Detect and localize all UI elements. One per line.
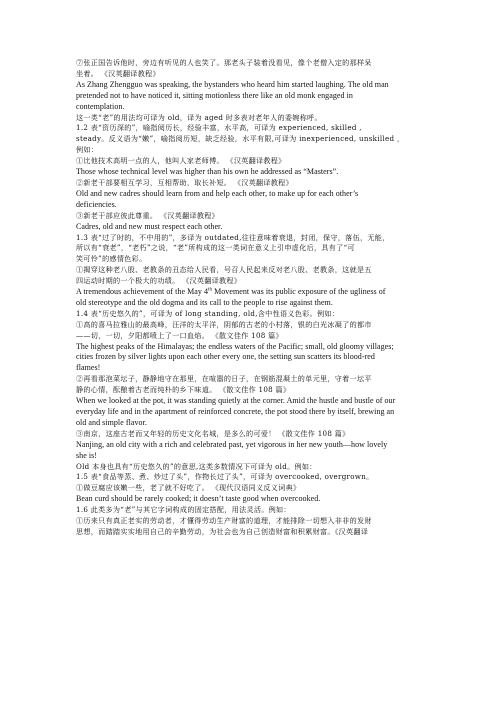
english-text-line: A tremendous achievement of the May 4th Movement was its public exposure of the ugliness of: [76, 287, 386, 297]
chinese-text-line: 1.3 表“过了时的，不中用的”，多译为 outdated,往往意味着衰退，封闭，保守，落伍，无能，: [76, 232, 390, 242]
chinese-text-line: 1.4 表“历史悠久的”，可译为 of long standing, old,含中性语义色彩。例如：: [76, 308, 340, 318]
chinese-text-line: ①高的喜马拉雅山的最高峰，汪洋的太平洋，阴郁的古老的小村落，银的白光冰凝了的都市: [76, 319, 372, 329]
chinese-text-line: ②再看那泡菜坛子，静静地守在那里，在喧嚣的日子，在钢筋混凝土的单元里，守着一坛平: [76, 374, 372, 384]
chinese-text-line: ①做豆腐应该嫩一些，老了就不好吃了。 《现代汉语同义反义词典》: [76, 483, 301, 493]
chinese-text-line: 例如：: [76, 145, 99, 155]
chinese-text-line: Old 本身也具有“历史悠久的”的意思,这类多数情况下可译为 old。例如：: [76, 461, 317, 471]
chinese-text-line: steady。反义语为“嫩”，喻指阅历短，缺乏经验，水平有限,可译为 inexperienced, unskilled ，: [76, 134, 405, 144]
english-text-line: flames!: [76, 363, 101, 373]
chinese-text-line: ③新老干部应彼此尊重。 《汉英翻译教程》: [76, 210, 220, 220]
english-text-line: cities frozen by silver lights upon each other every one, the setting sun scatters its blood-red: [76, 352, 375, 362]
chinese-text-line: 思想，而踏踏实实地用自己的辛勤劳动，为社会也为自己创造财富和积累财富。《汉英翻译: [76, 526, 369, 536]
english-text-line: everyday life and in the apartment of reinforced concrete, the pot stood there by itself, brewing an: [76, 407, 395, 416]
english-text-line: As Zhang Zhengguo was speaking, the bystanders who heard him started laughing. The old man: [76, 79, 389, 89]
english-text-line: The highest peaks of the Himalayas; the endless waters of the Pacific; small, old gloomy villages;: [76, 341, 394, 351]
chinese-text-line: 四运动时期的一个极大的功绩。 《汉英翻译教程》: [76, 276, 242, 286]
chinese-text-line: ①比他技术高明一点的人，他叫人家老师傅。 《汉英翻译教程》: [76, 156, 286, 166]
chinese-text-line: ⑦张正国告诉他时，旁边有听见的人也笑了。那老头子装着没看见，像个老僧入定的那样呆: [76, 58, 372, 67]
chinese-text-line: ①揭穿这种老八股、老教条的丑态给人民看，号召人民起来反对老八股、老教条，这就是五: [76, 265, 372, 275]
chinese-text-line: 静的心情，酝酿着古老而纯朴的乡下味道。 《散文佳作 108 篇》: [76, 385, 291, 395]
chinese-text-line: 所以有“衰老”，“老朽”之说，“老”所构成的这一类词在意义上引申虚化后，具有了“可: [76, 243, 355, 253]
chinese-text-line: 1.6 此类多为“老”与其它字词构成的固定搭配，用法灵活。例如：: [76, 505, 291, 515]
english-text-line: Old and new cadres should learn from and help each other, to make up for each other’s: [76, 188, 359, 198]
chinese-text-line: ①历来只有真正老实的劳动者，才懂得劳动生产财富的道理，才能排除一切想入非非的发财: [76, 516, 372, 526]
chinese-text-line: ③南京，这座古老而又年轻的历史文化名城，是多么的可爱！ 《散文佳作 108 篇》: [76, 428, 350, 438]
english-text-line: contemplation.: [76, 101, 125, 111]
english-text-line: pretended not to have noticed it, sitting motionless there like an old monk engaged in: [76, 90, 353, 100]
chinese-text-line: 1.2 表“资历深的”，喻指阅历长，经验丰富，水平高，可译为 experienced, skilled ,: [76, 123, 362, 133]
chinese-text-line: 笑可怜”的感情色彩。: [76, 254, 147, 264]
chinese-text-line: ②新老干部要相互学习，互相帮助，取长补短。 《汉英翻译教程》: [76, 177, 293, 187]
ordinal-superscript: th: [208, 287, 213, 293]
english-text-line: When we looked at the pot, it was standing quietly at the corner. Amid the hustle and bustle of our: [76, 396, 396, 406]
english-text-line: she is!: [76, 450, 98, 460]
chinese-text-line: 坐着。 《汉英翻译教程》: [76, 68, 160, 78]
chinese-text-line: 1.5 表“食品等蒸、煮、炒过了头”，作物长过了头”，可译为 overcooked, overgrown。: [76, 472, 374, 482]
chinese-text-line: ——切，一切，夕阳都喷上了一口血焰。 《散文佳作 108 篇》: [76, 330, 283, 340]
english-text-line: Those whose technical level was higher than his own he addressed as “Masters”.: [76, 167, 339, 177]
english-text-line: Cadres, old and new must respect each other.: [76, 221, 223, 231]
document-body: [76, 58, 442, 538]
english-text-line: old and simple flavor.: [76, 417, 147, 427]
english-text-line: old stereotype and the old dogma and its call to the people to rise against them.: [76, 297, 333, 307]
chinese-text-line: 这一类“老”的用法均可译为 old，译为 aged 时多表对老年人的委婉称呼。: [76, 112, 322, 122]
english-text-line: deficiencies.: [76, 199, 117, 209]
english-text-line: Bean curd should be rarely cooked; it doesn’t taste good when overcooked.: [76, 494, 321, 504]
english-text-line: Nanjing, an old city with a rich and celebrated past, yet vigorous in her new youth—how lovely: [76, 439, 388, 449]
